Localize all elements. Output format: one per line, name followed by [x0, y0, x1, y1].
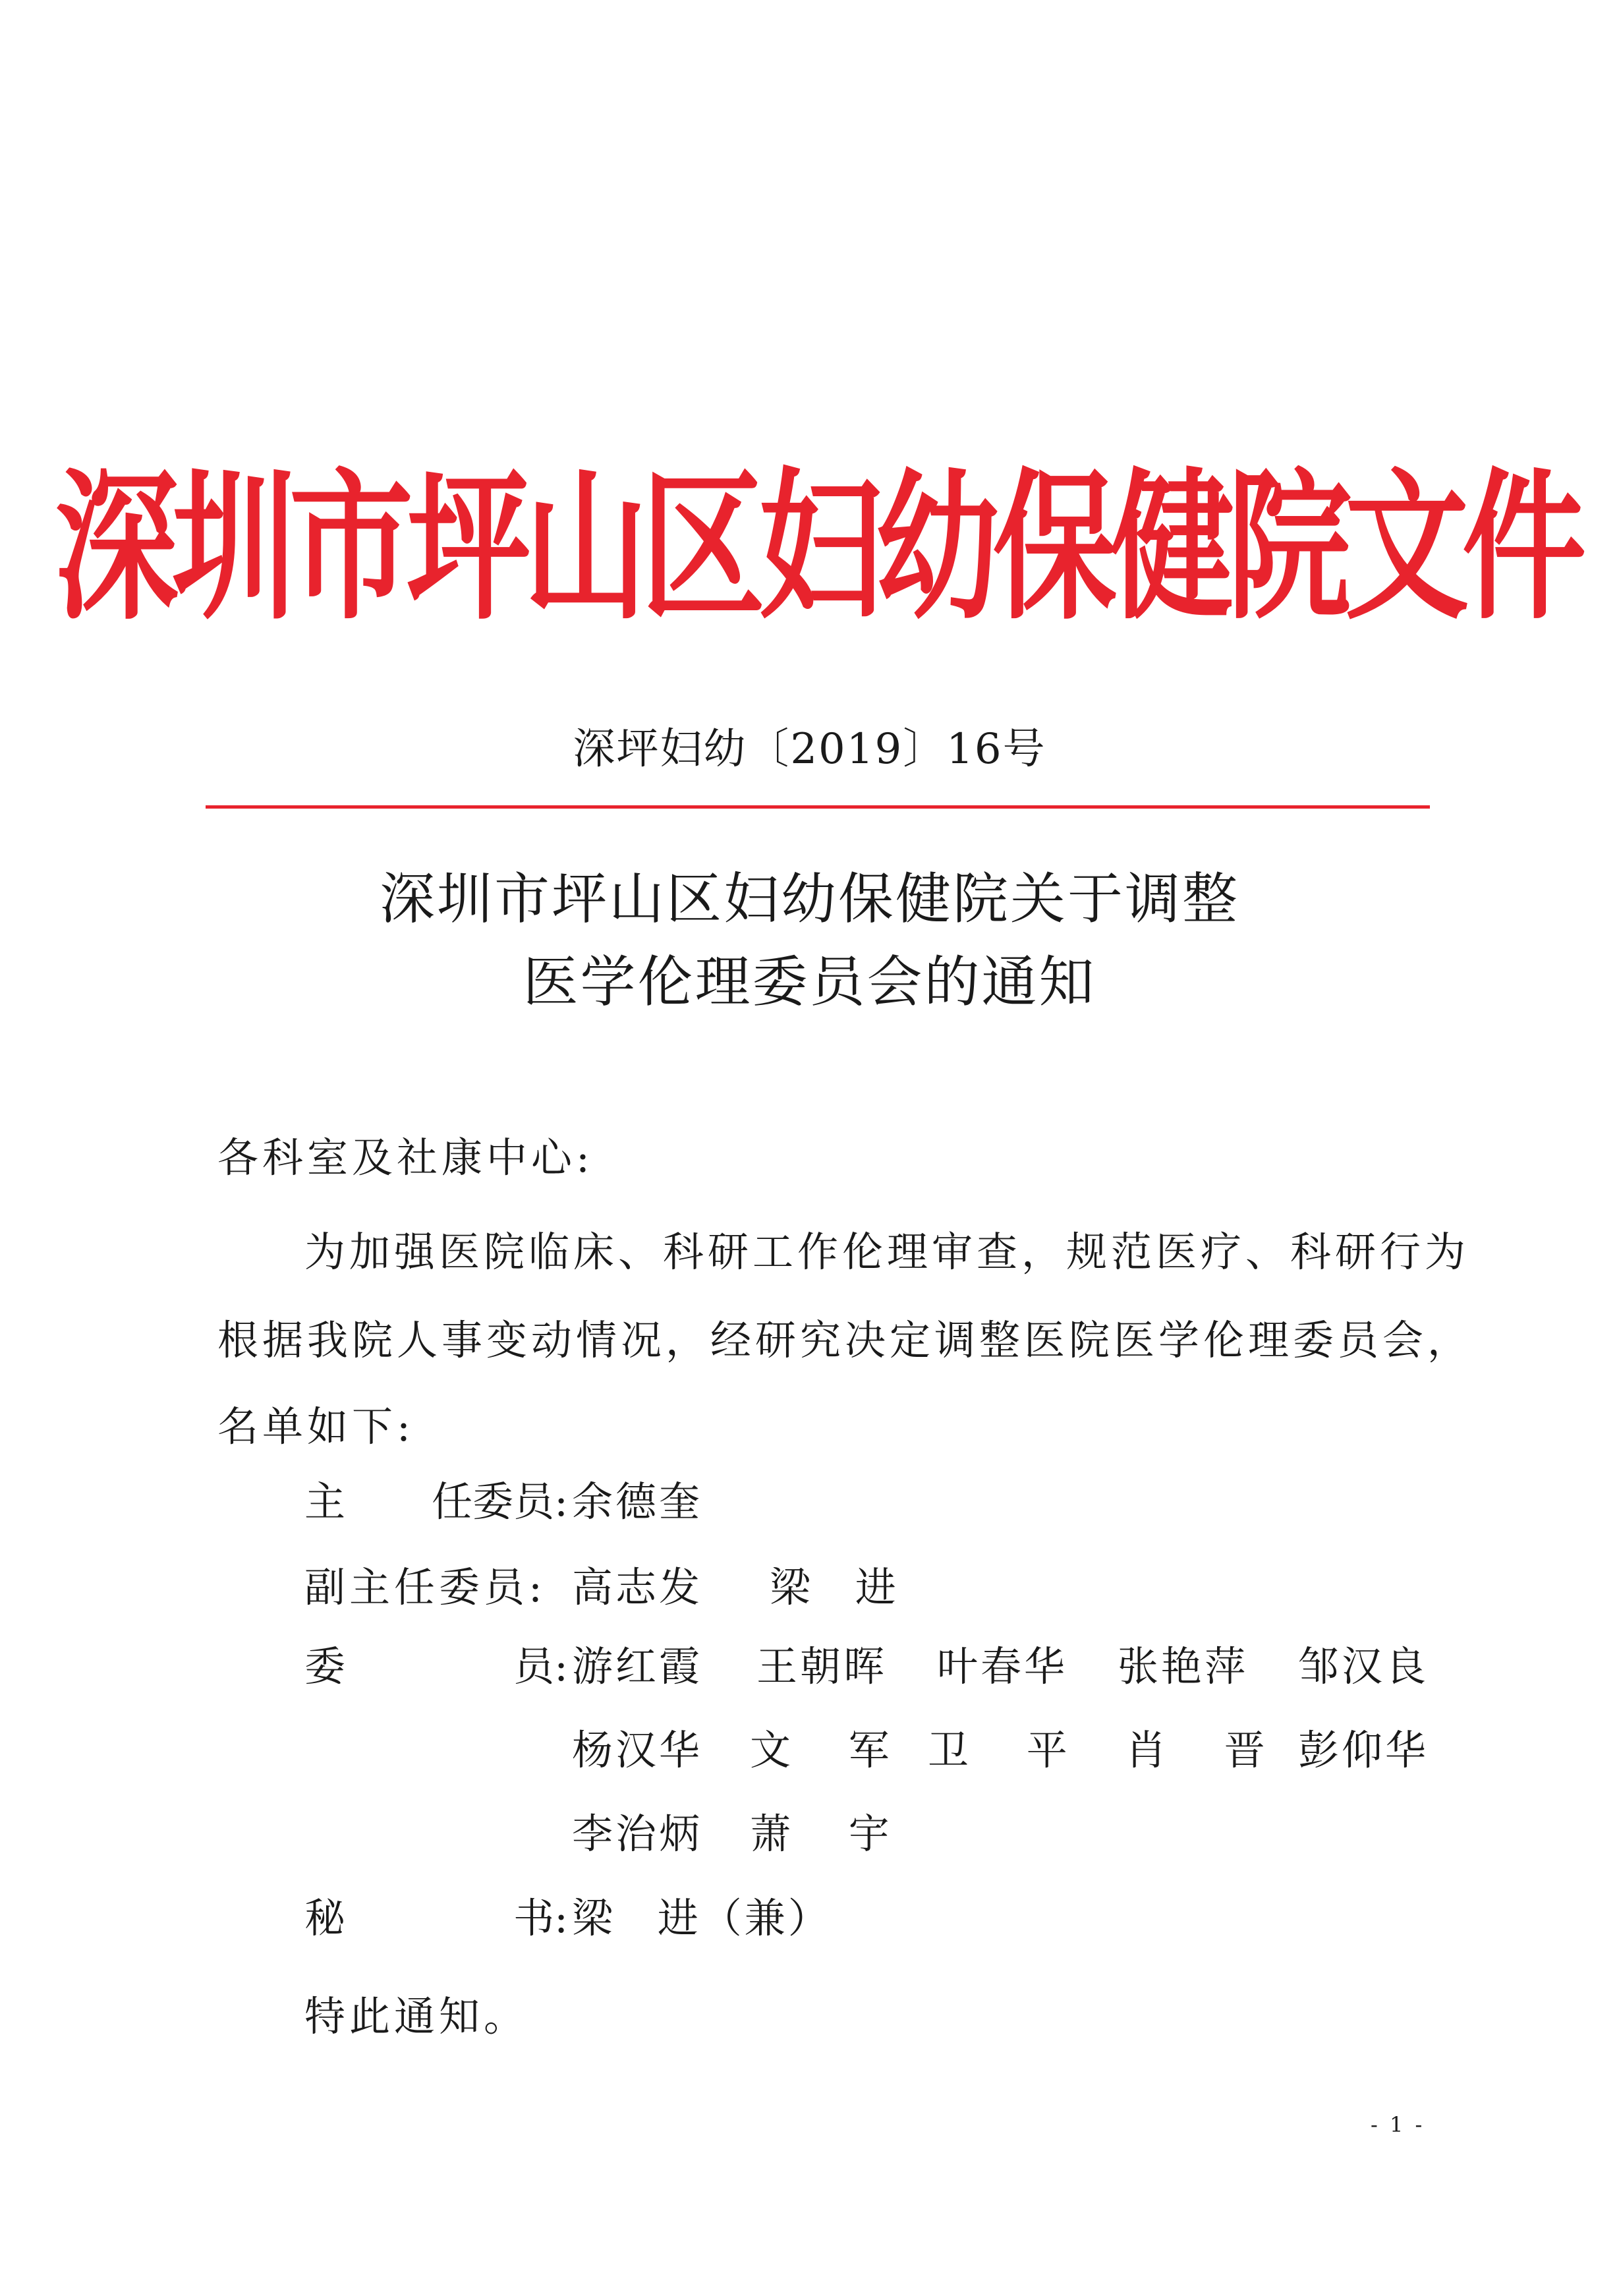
member-name: 邹汉良 [1298, 1642, 1429, 1690]
secretary-label [304, 1894, 568, 1942]
director-label-part: 任委员: [432, 1478, 568, 1526]
member-name: 卫 平 [928, 1726, 1070, 1774]
notice-title-line2: 医学伦理委员会的通知 [523, 950, 1096, 1014]
member-name: 李治炳 [572, 1810, 703, 1858]
deputy-name: 梁 进 [770, 1563, 899, 1611]
member-name: 叶春华 [937, 1642, 1068, 1690]
member-name: 文 军 [750, 1726, 892, 1774]
members-label-part: 员: [513, 1642, 568, 1690]
members-label-part: 委 [304, 1642, 346, 1690]
member-name: 肖 晋 [1125, 1726, 1268, 1774]
page-number: - 1 - [1371, 2112, 1425, 2137]
member-name: 彭仰华 [1298, 1726, 1429, 1774]
deputy-label [304, 1563, 568, 1611]
masthead-title: 深圳市坪山区妇幼保健院文件 [55, 454, 1579, 642]
salutation: 各科室及社康中心: [217, 1134, 594, 1182]
closing-line: 特此通知。 [304, 1992, 529, 2040]
member-name: 萧 宇 [750, 1810, 892, 1858]
members-label [304, 1642, 568, 1690]
deputy-name: 高志发 [572, 1563, 703, 1611]
director-name: 余德奎 [572, 1478, 703, 1526]
notice-title-line1: 深圳市坪山区妇幼保健院关于调整 [379, 867, 1239, 931]
secretary-label-part: 书: [513, 1894, 568, 1942]
secretary-label-part: 秘 [304, 1894, 346, 1942]
member-name: 王朝晖 [756, 1642, 888, 1690]
member-name: 游红霞 [572, 1642, 703, 1690]
member-name: 杨汉华 [572, 1726, 703, 1774]
secretary-name: 梁 进（兼） [572, 1894, 832, 1942]
deputy-label-part: 副主任委员: [304, 1563, 546, 1611]
director-label [304, 1478, 568, 1526]
body-line-1: 为加强医院临床、科研工作伦理审查，规范医疗、科研行为 [304, 1228, 1470, 1276]
body-line-2: 根据我院人事变动情况，经研究决定调整医院医学伦理委员会， [217, 1316, 1473, 1364]
body-line-3: 名单如下: [217, 1402, 414, 1450]
document-number: 深坪妇幼〔2019〕16号 [573, 725, 1046, 774]
red-divider [206, 805, 1430, 809]
director-label-part: 主 [304, 1478, 346, 1526]
member-name: 张艳萍 [1118, 1642, 1249, 1690]
